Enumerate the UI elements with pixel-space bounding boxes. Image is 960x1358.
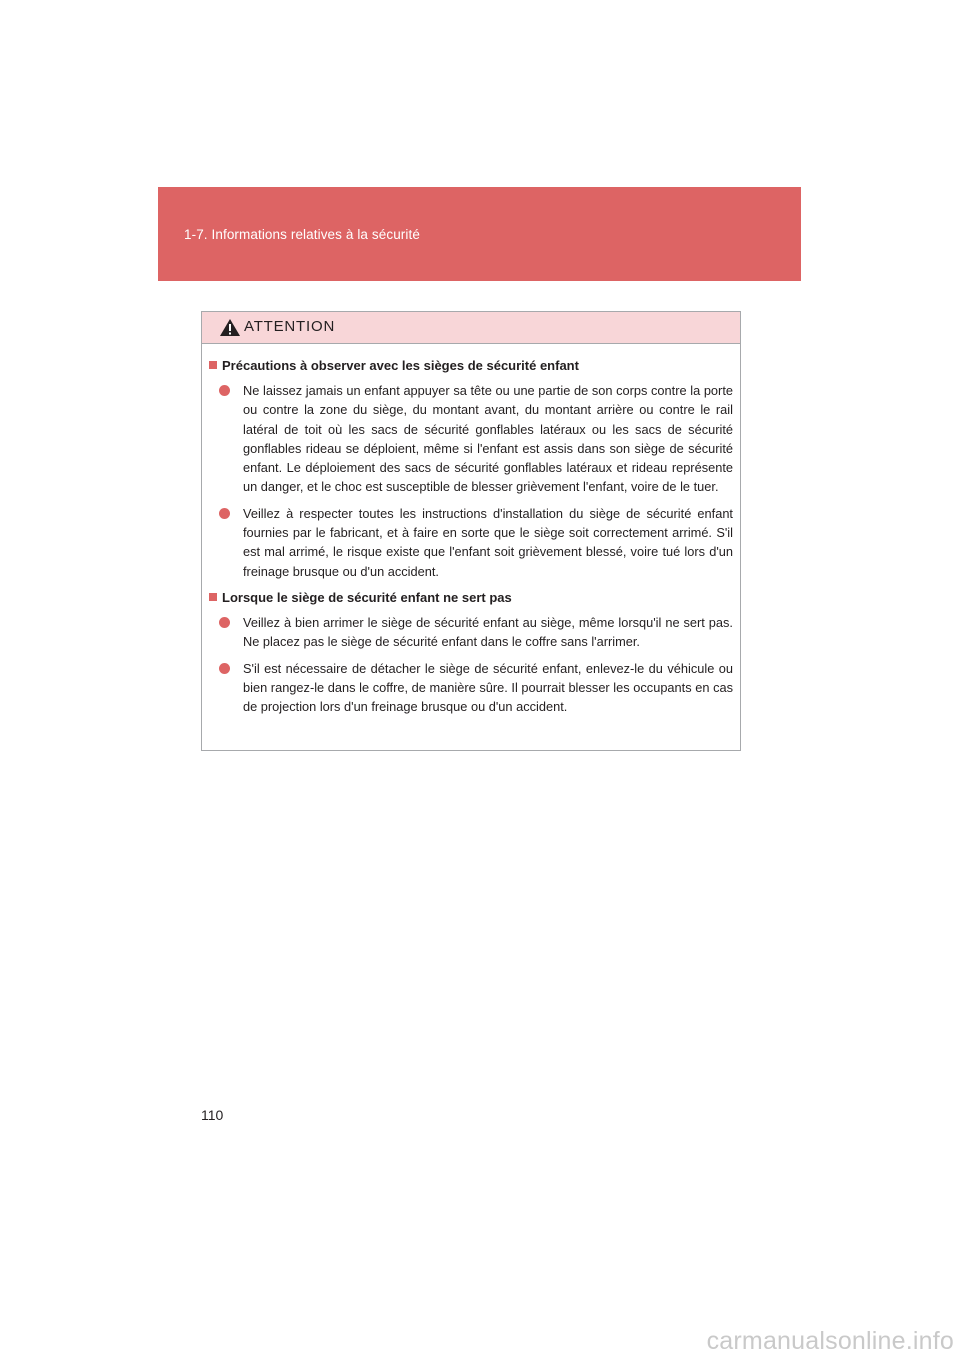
watermark: carmanualsonline.info [706,1327,954,1355]
attention-title: ATTENTION [244,318,336,335]
list-item-text: S'il est nécessaire de détacher le siège de sécurité enfant, enlevez-le du véhicule ou bien rangez-le dans le coffre, de manière sûre. Il pourrait blesser les occupants en cas de projection lors d'un freinage brusque ou d'un accident. [243,660,733,715]
attention-box [201,311,741,751]
list-item-text: Ne laissez jamais un enfant appuyer sa tête ou une partie de son corps contre la porte ou contre la zone du siège, du montant avant, du montant arrière ou contre le rail latéral de toit où les sacs de sécurité gonflables latéraux ou les sacs de sécurité gonflables rideau se déploient, même si l'enfant est assis dans son siège de sécurité enfant. Le déploiement des sacs de sécurité gonflables latéraux et rideau représente un danger, et le choc est susceptible de blesser grièvement l'enfant, voire de le tuer. [243,383,733,495]
section-heading-text: Lorsque le siège de sécurité enfant ne sert pas [222,589,512,605]
page-number: 110 [201,1107,224,1123]
section-header-band [158,187,801,281]
list-item-text: Veillez à respecter toutes les instructions d'installation du siège de sécurité enfant fournies par le fabricant, et à faire en sorte que le siège soit correctement arrimé. S'il est mal arrimé, le risque existe que l'enfant soit grièvement blessé, voire tué lors d'un freinage brusque ou d'un accident. [243,505,733,579]
list-item-text: Veillez à bien arrimer le siège de sécurité enfant au siège, même lorsqu'il ne sert pas. Ne placez pas le siège de sécurité enfant dans le coffre sans l'arrimer. [243,614,733,650]
list-item [219,504,733,581]
round-bullet-icon [219,508,230,519]
attention-header [202,312,740,344]
section-title: 1-7. Informations relatives à la sécurité [184,227,420,242]
round-bullet-icon [219,617,230,628]
square-bullet-icon [209,593,217,601]
section-heading-text: Précautions à observer avec les sièges de sécurité enfant [222,358,579,373]
square-bullet-icon [209,361,217,369]
list-item [219,659,733,717]
section-heading [209,588,733,607]
round-bullet-icon [219,385,230,396]
section-heading [209,356,733,375]
list-item [219,613,733,652]
warning-triangle-icon [219,318,241,337]
round-bullet-icon [219,663,230,674]
attention-content [202,344,740,716]
list-item [219,381,733,497]
